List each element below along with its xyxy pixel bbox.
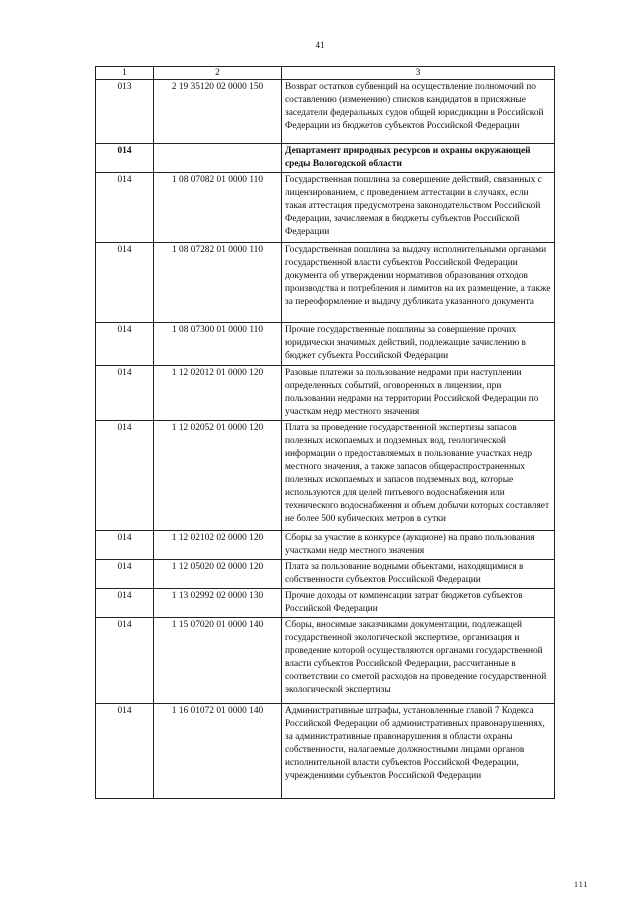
table-row [96, 421, 555, 531]
description-cell: Департамент природных ресурсов и охраны окружающей среды Вологодской области [282, 144, 555, 173]
description-cell: Плата за проведение государственной экспертизы запасов полезных ископаемых и подземных вод, геологической информации о предоставляемых в пользование участках недр местного значения, а также запасов общераспространенных полезных ископаемых и запасов подземных вод, которые используются для целей питьевого водоснабжения или технического водоснабжения и объем добычи которых составляет не более 500 кубических метров в сутки [282, 421, 555, 531]
description-cell: Прочие государственные пошлины за совершение прочих юридически значимых действий, подлежащие зачислению в бюджет субъекта Российской Федерации [282, 323, 555, 366]
admin-code-cell: 014 [96, 703, 154, 798]
budget-code-cell: 1 12 05020 02 0000 120 [154, 560, 282, 589]
admin-code-cell: 014 [96, 323, 154, 366]
table-row [96, 243, 555, 323]
table-row [96, 366, 555, 421]
table-header-row [96, 67, 555, 80]
description-cell: Прочие доходы от компенсации затрат бюджетов субъектов Российской Федерации [282, 589, 555, 618]
table-row [96, 703, 555, 798]
admin-code-cell: 014 [96, 173, 154, 243]
budget-code-cell: 1 08 07300 01 0000 110 [154, 323, 282, 366]
admin-code-cell: 014 [96, 531, 154, 560]
admin-code-cell: 014 [96, 560, 154, 589]
footer-mark: 111 [574, 880, 589, 889]
admin-code-cell: 014 [96, 144, 154, 173]
description-cell: Государственная пошлина за выдачу исполнительными органами государственной власти субъектов Российской Федерации документа об утверждении нормативов образования отходов производства и потребления и лимитов на их размещение, а также за переоформление и выдачу дубликата указанного документа [282, 243, 555, 323]
budget-code-cell: 1 13 02992 02 0000 130 [154, 589, 282, 618]
budget-code-cell: 1 08 07282 01 0000 110 [154, 243, 282, 323]
description-cell: Плата за пользование водными объектами, находящимися в собственности субъектов Российской Федерации [282, 560, 555, 589]
admin-code-cell: 014 [96, 243, 154, 323]
page-number: 41 [315, 40, 325, 50]
table-row [96, 617, 555, 703]
header-col-1: 1 [96, 67, 154, 80]
table-row [96, 589, 555, 618]
admin-code-cell: 014 [96, 366, 154, 421]
header-col-3: 3 [282, 67, 555, 80]
table-row [96, 323, 555, 366]
description-cell: Разовые платежи за пользование недрами при наступлении определенных событий, оговоренных в лицензии, при пользовании недрами на территории Российской Федерации по участкам недр местного значения [282, 366, 555, 421]
table-row [96, 173, 555, 243]
budget-code-cell: 1 12 02052 01 0000 120 [154, 421, 282, 531]
budget-code-cell: 2 19 35120 02 0000 150 [154, 80, 282, 144]
budget-code-cell: 1 16 01072 01 0000 140 [154, 703, 282, 798]
admin-code-cell: 014 [96, 589, 154, 618]
table-row [96, 560, 555, 589]
budget-code-cell [154, 144, 282, 173]
table-section-row [96, 144, 555, 173]
table-row [96, 531, 555, 560]
description-cell: Государственная пошлина за совершение действий, связанных с лицензированием, с проведением аттестации в случаях, если такая аттестация предусмотрена законодательством Российской Федерации, зачисляемая в бюджеты субъектов Российской Федерации [282, 173, 555, 243]
table-row [96, 80, 555, 144]
description-cell: Сборы, вносимые заказчиками документации, подлежащей государственной экологической экспертизе, организация и проведение которой осуществляются органами государственной власти субъектов Российской Федерации, рассчитанные в соответствии со сметой расходов на проведение государственной экологической экспертизы [282, 617, 555, 703]
admin-code-cell: 014 [96, 421, 154, 531]
budget-code-cell: 1 12 02102 02 0000 120 [154, 531, 282, 560]
budget-code-cell: 1 15 07020 01 0000 140 [154, 617, 282, 703]
budget-code-cell: 1 08 07082 01 0000 110 [154, 173, 282, 243]
revenue-classification-table [95, 66, 555, 799]
description-cell: Сборы за участие в конкурсе (аукционе) на право пользования участками недр местного значения [282, 531, 555, 560]
description-cell: Возврат остатков субвенций на осуществление полномочий по составлению (изменению) списков кандидатов в присяжные заседатели федеральных судов общей юрисдикции в Российской Федерации из бюджетов субъектов Российской Федерации [282, 80, 555, 144]
budget-code-cell: 1 12 02012 01 0000 120 [154, 366, 282, 421]
admin-code-cell: 014 [96, 617, 154, 703]
description-cell: Административные штрафы, установленные главой 7 Кодекса Российской Федерации об административных правонарушениях, за административные правонарушения в области охраны собственности, налагаемые должностными лицами органов исполнительной власти субъектов Российской Федерации, учреждениями субъектов Российской Федерации [282, 703, 555, 798]
header-col-2: 2 [154, 67, 282, 80]
admin-code-cell: 013 [96, 80, 154, 144]
